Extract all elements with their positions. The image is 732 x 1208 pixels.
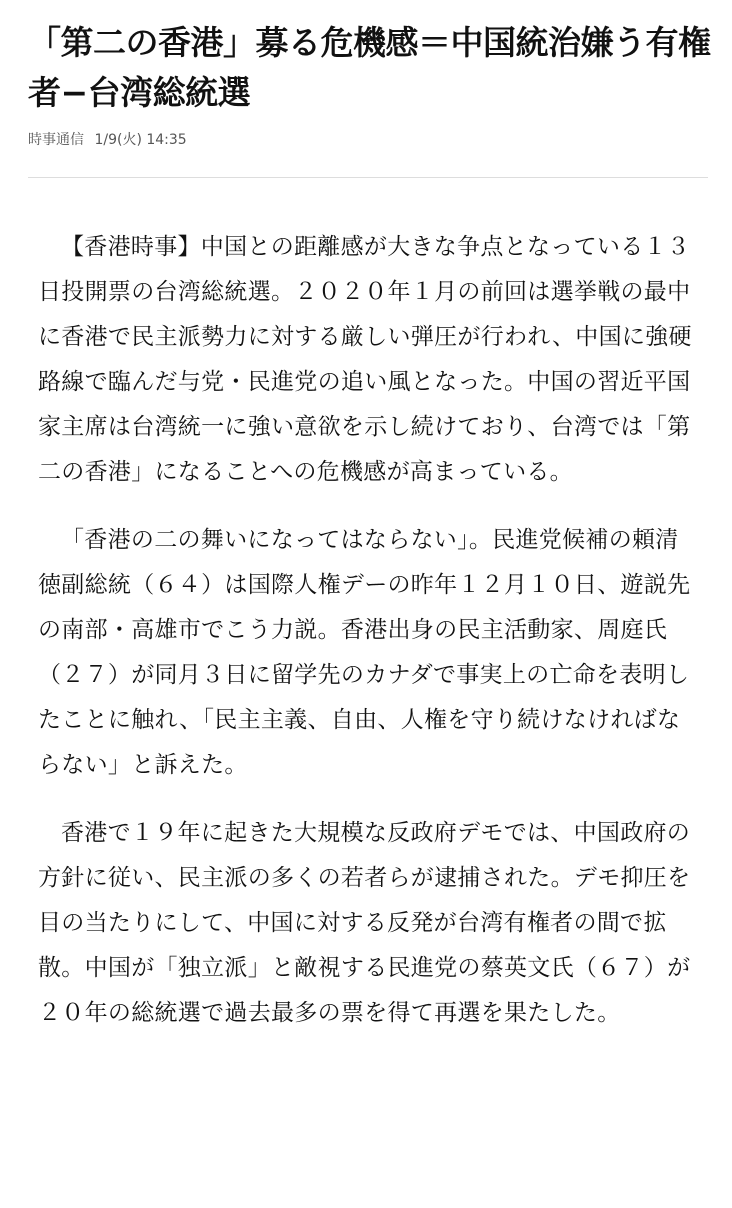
- article-title: 「第二の香港」募る危機感＝中国統治嫌う有権者−台湾総統選: [28, 23, 711, 112]
- article-paragraph-2: 「香港の二の舞いになってはならない」。民進党候補の頼清徳副総統（６４）は国際人権デーの昨年１２月１０日、遊説先の南部・高雄市でこう力説。香港出身の民主活動家、周庭氏（２７）が同月３日に留学先のカナダで事実上の亡命を表明したことに触れ、「民主主義、自由、人権を守り続けなければならない」と訴えた。: [38, 527, 691, 778]
- article-paragraph-3: 香港で１９年に起きた大規模な反政府デモでは、中国政府の方針に従い、民主派の多くの若者らが逮捕された。デモ抑圧を目の当たりにして、中国に対する反発が台湾有権者の間で拡散。中国が「独立派」と敵視する民進党の蔡英文氏（６７）が２０年の総統選で過去最多の票を得て再選を果たした。: [38, 820, 691, 1026]
- article-meta: [28, 130, 187, 150]
- article-body: [38, 225, 698, 1059]
- article-paragraph-1: 【香港時事】中国との距離感が大きな争点となっている１３日投開票の台湾総統選。２０２０年１月の前回は選挙戦の最中に香港で民主派勢力に対する厳しい弾圧が行われ、中国に強硬路線で臨んだ与党・民進党の追い風となった。中国の習近平国家主席は台湾統一に強い意欲を示し続けており、台湾では「第二の香港」になることへの危機感が高まっている。: [38, 234, 692, 485]
- article-datetime: 1/9(火) 14:35: [94, 132, 187, 148]
- article-source: 時事通信: [28, 132, 84, 148]
- divider: [28, 177, 708, 178]
